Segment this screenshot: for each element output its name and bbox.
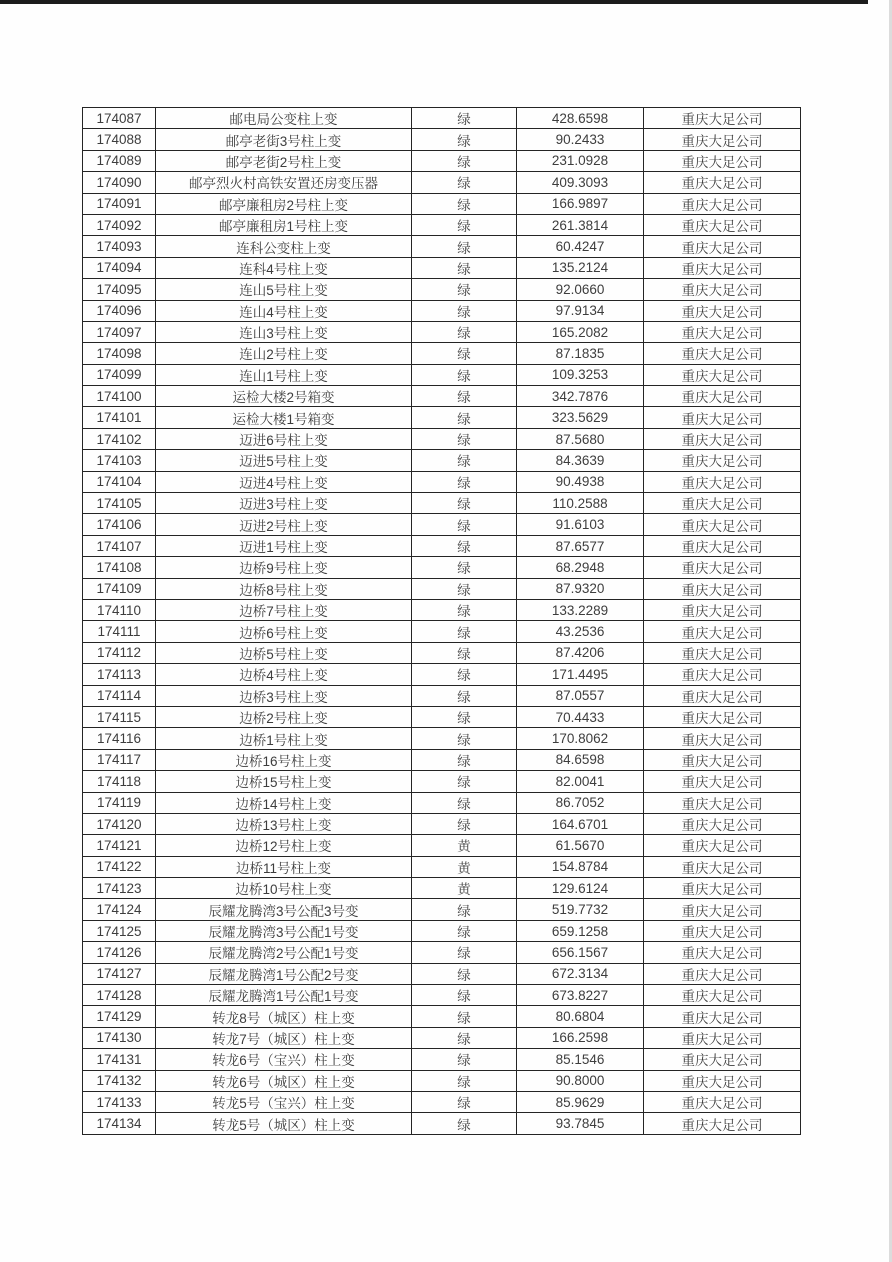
cell-transformer-name: 连山2号柱上变 xyxy=(156,343,412,364)
cell-status-color: 绿 xyxy=(412,193,517,214)
cell-transformer-name: 辰耀龙腾湾1号公配1号变 xyxy=(156,985,412,1006)
cell-value: 82.0041 xyxy=(517,771,644,792)
cell-company: 重庆大足公司 xyxy=(644,150,801,171)
table-row xyxy=(83,1027,801,1048)
cell-row-id: 174098 xyxy=(83,343,156,364)
cell-status-color: 绿 xyxy=(412,1027,517,1048)
table-row xyxy=(83,920,801,941)
cell-company: 重庆大足公司 xyxy=(644,578,801,599)
cell-row-id: 174108 xyxy=(83,557,156,578)
cell-transformer-name: 邮电局公变柱上变 xyxy=(156,108,412,129)
transformer-table-body xyxy=(83,108,801,1135)
table-row xyxy=(83,1091,801,1112)
table-row xyxy=(83,771,801,792)
cell-transformer-name: 运检大楼1号箱变 xyxy=(156,407,412,428)
cell-value: 91.6103 xyxy=(517,514,644,535)
cell-value: 86.7052 xyxy=(517,792,644,813)
cell-company: 重庆大足公司 xyxy=(644,985,801,1006)
cell-row-id: 174090 xyxy=(83,172,156,193)
cell-status-color: 绿 xyxy=(412,514,517,535)
cell-value: 231.0928 xyxy=(517,150,644,171)
cell-company: 重庆大足公司 xyxy=(644,1027,801,1048)
cell-transformer-name: 连科公变柱上变 xyxy=(156,236,412,257)
cell-status-color: 绿 xyxy=(412,386,517,407)
table-row xyxy=(83,514,801,535)
cell-value: 43.2536 xyxy=(517,621,644,642)
cell-value: 87.6577 xyxy=(517,535,644,556)
cell-row-id: 174131 xyxy=(83,1049,156,1070)
cell-status-color: 绿 xyxy=(412,1113,517,1135)
cell-status-color: 绿 xyxy=(412,642,517,663)
table-row xyxy=(83,471,801,492)
cell-value: 261.3814 xyxy=(517,214,644,235)
cell-row-id: 174134 xyxy=(83,1113,156,1135)
cell-company: 重庆大足公司 xyxy=(644,599,801,620)
cell-status-color: 绿 xyxy=(412,599,517,620)
table-row xyxy=(83,535,801,556)
table-row xyxy=(83,792,801,813)
cell-value: 110.2588 xyxy=(517,493,644,514)
cell-company: 重庆大足公司 xyxy=(644,493,801,514)
table-row xyxy=(83,1070,801,1091)
cell-status-color: 绿 xyxy=(412,963,517,984)
cell-company: 重庆大足公司 xyxy=(644,728,801,749)
transformer-table xyxy=(82,107,801,1135)
table-row xyxy=(83,1113,801,1135)
cell-company: 重庆大足公司 xyxy=(644,557,801,578)
cell-value: 87.0557 xyxy=(517,685,644,706)
table-row xyxy=(83,108,801,129)
cell-status-color: 绿 xyxy=(412,557,517,578)
cell-row-id: 174109 xyxy=(83,578,156,599)
scan-top-edge-artifact xyxy=(0,0,868,4)
cell-value: 84.3639 xyxy=(517,450,644,471)
table-row xyxy=(83,557,801,578)
cell-value: 409.3093 xyxy=(517,172,644,193)
cell-row-id: 174088 xyxy=(83,129,156,150)
cell-value: 93.7845 xyxy=(517,1113,644,1135)
cell-status-color: 绿 xyxy=(412,150,517,171)
cell-transformer-name: 转龙6号（宝兴）柱上变 xyxy=(156,1049,412,1070)
cell-row-id: 174093 xyxy=(83,236,156,257)
cell-row-id: 174103 xyxy=(83,450,156,471)
cell-status-color: 绿 xyxy=(412,792,517,813)
cell-status-color: 绿 xyxy=(412,343,517,364)
table-row xyxy=(83,172,801,193)
cell-transformer-name: 迈进6号柱上变 xyxy=(156,428,412,449)
cell-company: 重庆大足公司 xyxy=(644,535,801,556)
cell-status-color: 绿 xyxy=(412,364,517,385)
cell-transformer-name: 边桥11号柱上变 xyxy=(156,856,412,877)
table-row xyxy=(83,835,801,856)
cell-company: 重庆大足公司 xyxy=(644,963,801,984)
cell-transformer-name: 边桥15号柱上变 xyxy=(156,771,412,792)
cell-row-id: 174113 xyxy=(83,664,156,685)
cell-row-id: 174130 xyxy=(83,1027,156,1048)
cell-company: 重庆大足公司 xyxy=(644,257,801,278)
cell-status-color: 绿 xyxy=(412,685,517,706)
cell-value: 109.3253 xyxy=(517,364,644,385)
cell-value: 92.0660 xyxy=(517,279,644,300)
cell-transformer-name: 邮亭廉租房2号柱上变 xyxy=(156,193,412,214)
cell-transformer-name: 迈进3号柱上变 xyxy=(156,493,412,514)
cell-value: 87.4206 xyxy=(517,642,644,663)
cell-value: 672.3134 xyxy=(517,963,644,984)
cell-value: 70.4433 xyxy=(517,706,644,727)
cell-company: 重庆大足公司 xyxy=(644,343,801,364)
cell-transformer-name: 迈进5号柱上变 xyxy=(156,450,412,471)
table-row xyxy=(83,129,801,150)
cell-company: 重庆大足公司 xyxy=(644,364,801,385)
cell-transformer-name: 辰耀龙腾湾3号公配1号变 xyxy=(156,920,412,941)
table-row xyxy=(83,279,801,300)
cell-company: 重庆大足公司 xyxy=(644,749,801,770)
cell-value: 129.6124 xyxy=(517,878,644,899)
cell-transformer-name: 邮亭廉租房1号柱上变 xyxy=(156,214,412,235)
cell-company: 重庆大足公司 xyxy=(644,920,801,941)
cell-row-id: 174120 xyxy=(83,813,156,834)
cell-row-id: 174097 xyxy=(83,321,156,342)
cell-status-color: 绿 xyxy=(412,621,517,642)
table-row xyxy=(83,621,801,642)
table-row xyxy=(83,749,801,770)
cell-transformer-name: 连科4号柱上变 xyxy=(156,257,412,278)
cell-transformer-name: 边桥14号柱上变 xyxy=(156,792,412,813)
cell-status-color: 绿 xyxy=(412,749,517,770)
cell-value: 135.2124 xyxy=(517,257,644,278)
table-row xyxy=(83,963,801,984)
cell-status-color: 绿 xyxy=(412,1006,517,1027)
cell-transformer-name: 转龙5号（宝兴）柱上变 xyxy=(156,1091,412,1112)
table-row xyxy=(83,706,801,727)
cell-row-id: 174094 xyxy=(83,257,156,278)
cell-company: 重庆大足公司 xyxy=(644,1113,801,1135)
cell-value: 84.6598 xyxy=(517,749,644,770)
table-row xyxy=(83,386,801,407)
cell-company: 重庆大足公司 xyxy=(644,899,801,920)
cell-company: 重庆大足公司 xyxy=(644,236,801,257)
cell-status-color: 绿 xyxy=(412,706,517,727)
cell-status-color: 绿 xyxy=(412,428,517,449)
cell-transformer-name: 迈进1号柱上变 xyxy=(156,535,412,556)
cell-status-color: 绿 xyxy=(412,578,517,599)
cell-transformer-name: 运检大楼2号箱变 xyxy=(156,386,412,407)
table-row xyxy=(83,236,801,257)
cell-transformer-name: 连山1号柱上变 xyxy=(156,364,412,385)
cell-status-color: 绿 xyxy=(412,129,517,150)
cell-row-id: 174118 xyxy=(83,771,156,792)
cell-transformer-name: 邮亭老街3号柱上变 xyxy=(156,129,412,150)
cell-company: 重庆大足公司 xyxy=(644,214,801,235)
cell-row-id: 174111 xyxy=(83,621,156,642)
cell-company: 重庆大足公司 xyxy=(644,1006,801,1027)
cell-company: 重庆大足公司 xyxy=(644,813,801,834)
cell-company: 重庆大足公司 xyxy=(644,450,801,471)
cell-value: 85.9629 xyxy=(517,1091,644,1112)
cell-transformer-name: 边桥2号柱上变 xyxy=(156,706,412,727)
cell-company: 重庆大足公司 xyxy=(644,771,801,792)
cell-value: 87.9320 xyxy=(517,578,644,599)
cell-row-id: 174096 xyxy=(83,300,156,321)
cell-status-color: 黄 xyxy=(412,835,517,856)
cell-company: 重庆大足公司 xyxy=(644,300,801,321)
cell-status-color: 绿 xyxy=(412,471,517,492)
cell-row-id: 174101 xyxy=(83,407,156,428)
cell-value: 97.9134 xyxy=(517,300,644,321)
cell-status-color: 绿 xyxy=(412,300,517,321)
cell-status-color: 绿 xyxy=(412,1070,517,1091)
cell-status-color: 绿 xyxy=(412,236,517,257)
cell-row-id: 174124 xyxy=(83,899,156,920)
cell-company: 重庆大足公司 xyxy=(644,685,801,706)
table-row xyxy=(83,599,801,620)
table-row xyxy=(83,813,801,834)
cell-row-id: 174104 xyxy=(83,471,156,492)
cell-status-color: 绿 xyxy=(412,1091,517,1112)
cell-value: 133.2289 xyxy=(517,599,644,620)
cell-company: 重庆大足公司 xyxy=(644,856,801,877)
cell-transformer-name: 连山5号柱上变 xyxy=(156,279,412,300)
cell-row-id: 174114 xyxy=(83,685,156,706)
cell-status-color: 绿 xyxy=(412,942,517,963)
cell-value: 323.5629 xyxy=(517,407,644,428)
cell-row-id: 174127 xyxy=(83,963,156,984)
cell-status-color: 绿 xyxy=(412,771,517,792)
cell-status-color: 绿 xyxy=(412,321,517,342)
cell-row-id: 174125 xyxy=(83,920,156,941)
cell-row-id: 174087 xyxy=(83,108,156,129)
cell-transformer-name: 邮亭老街2号柱上变 xyxy=(156,150,412,171)
table-row xyxy=(83,321,801,342)
table-row xyxy=(83,1006,801,1027)
cell-value: 164.6701 xyxy=(517,813,644,834)
cell-status-color: 绿 xyxy=(412,214,517,235)
table-row xyxy=(83,642,801,663)
cell-value: 659.1258 xyxy=(517,920,644,941)
cell-transformer-name: 边桥1号柱上变 xyxy=(156,728,412,749)
table-row xyxy=(83,300,801,321)
table-row xyxy=(83,343,801,364)
cell-company: 重庆大足公司 xyxy=(644,428,801,449)
cell-value: 171.4495 xyxy=(517,664,644,685)
table-row xyxy=(83,428,801,449)
table-row xyxy=(83,450,801,471)
cell-value: 80.6804 xyxy=(517,1006,644,1027)
cell-value: 61.5670 xyxy=(517,835,644,856)
cell-row-id: 174132 xyxy=(83,1070,156,1091)
cell-transformer-name: 边桥4号柱上变 xyxy=(156,664,412,685)
cell-status-color: 绿 xyxy=(412,108,517,129)
cell-transformer-name: 转龙6号（城区）柱上变 xyxy=(156,1070,412,1091)
cell-value: 342.7876 xyxy=(517,386,644,407)
table-row xyxy=(83,899,801,920)
cell-status-color: 绿 xyxy=(412,728,517,749)
cell-value: 60.4247 xyxy=(517,236,644,257)
cell-status-color: 绿 xyxy=(412,899,517,920)
cell-row-id: 174126 xyxy=(83,942,156,963)
cell-company: 重庆大足公司 xyxy=(644,792,801,813)
cell-status-color: 绿 xyxy=(412,535,517,556)
cell-value: 90.8000 xyxy=(517,1070,644,1091)
cell-value: 68.2948 xyxy=(517,557,644,578)
cell-row-id: 174112 xyxy=(83,642,156,663)
cell-company: 重庆大足公司 xyxy=(644,1091,801,1112)
cell-row-id: 174102 xyxy=(83,428,156,449)
cell-row-id: 174092 xyxy=(83,214,156,235)
cell-company: 重庆大足公司 xyxy=(644,193,801,214)
cell-row-id: 174123 xyxy=(83,878,156,899)
cell-row-id: 174099 xyxy=(83,364,156,385)
cell-status-color: 绿 xyxy=(412,813,517,834)
cell-company: 重庆大足公司 xyxy=(644,878,801,899)
cell-company: 重庆大足公司 xyxy=(644,108,801,129)
cell-transformer-name: 边桥8号柱上变 xyxy=(156,578,412,599)
cell-row-id: 174129 xyxy=(83,1006,156,1027)
table-row xyxy=(83,193,801,214)
cell-row-id: 174095 xyxy=(83,279,156,300)
table-row xyxy=(83,150,801,171)
cell-company: 重庆大足公司 xyxy=(644,835,801,856)
cell-status-color: 绿 xyxy=(412,664,517,685)
cell-status-color: 绿 xyxy=(412,985,517,1006)
table-row xyxy=(83,493,801,514)
cell-company: 重庆大足公司 xyxy=(644,514,801,535)
cell-transformer-name: 边桥12号柱上变 xyxy=(156,835,412,856)
cell-company: 重庆大足公司 xyxy=(644,621,801,642)
cell-value: 170.8062 xyxy=(517,728,644,749)
cell-status-color: 绿 xyxy=(412,279,517,300)
cell-transformer-name: 边桥13号柱上变 xyxy=(156,813,412,834)
table-row xyxy=(83,856,801,877)
cell-transformer-name: 边桥10号柱上变 xyxy=(156,878,412,899)
cell-company: 重庆大足公司 xyxy=(644,642,801,663)
table-row xyxy=(83,664,801,685)
cell-transformer-name: 转龙5号（城区）柱上变 xyxy=(156,1113,412,1135)
cell-row-id: 174116 xyxy=(83,728,156,749)
cell-status-color: 绿 xyxy=(412,172,517,193)
cell-transformer-name: 连山3号柱上变 xyxy=(156,321,412,342)
cell-value: 87.1835 xyxy=(517,343,644,364)
cell-company: 重庆大足公司 xyxy=(644,321,801,342)
cell-transformer-name: 边桥5号柱上变 xyxy=(156,642,412,663)
cell-company: 重庆大足公司 xyxy=(644,129,801,150)
cell-row-id: 174100 xyxy=(83,386,156,407)
cell-value: 85.1546 xyxy=(517,1049,644,1070)
cell-value: 90.4938 xyxy=(517,471,644,492)
cell-row-id: 174122 xyxy=(83,856,156,877)
cell-transformer-name: 转龙8号（城区）柱上变 xyxy=(156,1006,412,1027)
cell-value: 87.5680 xyxy=(517,428,644,449)
cell-transformer-name: 辰耀龙腾湾1号公配2号变 xyxy=(156,963,412,984)
cell-row-id: 174121 xyxy=(83,835,156,856)
cell-company: 重庆大足公司 xyxy=(644,386,801,407)
table-row xyxy=(83,578,801,599)
cell-company: 重庆大足公司 xyxy=(644,407,801,428)
table-row xyxy=(83,985,801,1006)
cell-company: 重庆大足公司 xyxy=(644,279,801,300)
cell-value: 519.7732 xyxy=(517,899,644,920)
cell-transformer-name: 边桥9号柱上变 xyxy=(156,557,412,578)
cell-status-color: 绿 xyxy=(412,1049,517,1070)
cell-company: 重庆大足公司 xyxy=(644,471,801,492)
cell-row-id: 174119 xyxy=(83,792,156,813)
cell-status-color: 绿 xyxy=(412,493,517,514)
cell-row-id: 174128 xyxy=(83,985,156,1006)
cell-row-id: 174133 xyxy=(83,1091,156,1112)
cell-row-id: 174115 xyxy=(83,706,156,727)
cell-transformer-name: 边桥6号柱上变 xyxy=(156,621,412,642)
cell-row-id: 174106 xyxy=(83,514,156,535)
cell-status-color: 绿 xyxy=(412,920,517,941)
cell-status-color: 黄 xyxy=(412,878,517,899)
cell-transformer-name: 连山4号柱上变 xyxy=(156,300,412,321)
cell-company: 重庆大足公司 xyxy=(644,172,801,193)
cell-transformer-name: 辰耀龙腾湾2号公配1号变 xyxy=(156,942,412,963)
cell-row-id: 174110 xyxy=(83,599,156,620)
cell-transformer-name: 边桥16号柱上变 xyxy=(156,749,412,770)
cell-company: 重庆大足公司 xyxy=(644,1070,801,1091)
cell-transformer-name: 边桥7号柱上变 xyxy=(156,599,412,620)
cell-company: 重庆大足公司 xyxy=(644,664,801,685)
cell-row-id: 174105 xyxy=(83,493,156,514)
table-row xyxy=(83,942,801,963)
cell-value: 90.2433 xyxy=(517,129,644,150)
cell-status-color: 绿 xyxy=(412,257,517,278)
cell-value: 656.1567 xyxy=(517,942,644,963)
cell-value: 428.6598 xyxy=(517,108,644,129)
table-row xyxy=(83,878,801,899)
table-row xyxy=(83,728,801,749)
table-row xyxy=(83,685,801,706)
cell-row-id: 174091 xyxy=(83,193,156,214)
cell-transformer-name: 转龙7号（城区）柱上变 xyxy=(156,1027,412,1048)
cell-row-id: 174117 xyxy=(83,749,156,770)
cell-value: 166.9897 xyxy=(517,193,644,214)
table-row xyxy=(83,257,801,278)
cell-status-color: 绿 xyxy=(412,407,517,428)
table-row xyxy=(83,214,801,235)
cell-row-id: 174089 xyxy=(83,150,156,171)
cell-value: 154.8784 xyxy=(517,856,644,877)
cell-value: 165.2082 xyxy=(517,321,644,342)
cell-status-color: 绿 xyxy=(412,450,517,471)
cell-company: 重庆大足公司 xyxy=(644,706,801,727)
cell-transformer-name: 边桥3号柱上变 xyxy=(156,685,412,706)
cell-value: 166.2598 xyxy=(517,1027,644,1048)
table-row xyxy=(83,407,801,428)
cell-row-id: 174107 xyxy=(83,535,156,556)
table-row xyxy=(83,364,801,385)
table-row xyxy=(83,1049,801,1070)
cell-transformer-name: 邮亭烈火村高铁安置还房变压器 xyxy=(156,172,412,193)
cell-transformer-name: 迈进4号柱上变 xyxy=(156,471,412,492)
cell-company: 重庆大足公司 xyxy=(644,942,801,963)
cell-transformer-name: 迈进2号柱上变 xyxy=(156,514,412,535)
cell-company: 重庆大足公司 xyxy=(644,1049,801,1070)
cell-transformer-name: 辰耀龙腾湾3号公配3号变 xyxy=(156,899,412,920)
cell-value: 673.8227 xyxy=(517,985,644,1006)
cell-status-color: 黄 xyxy=(412,856,517,877)
